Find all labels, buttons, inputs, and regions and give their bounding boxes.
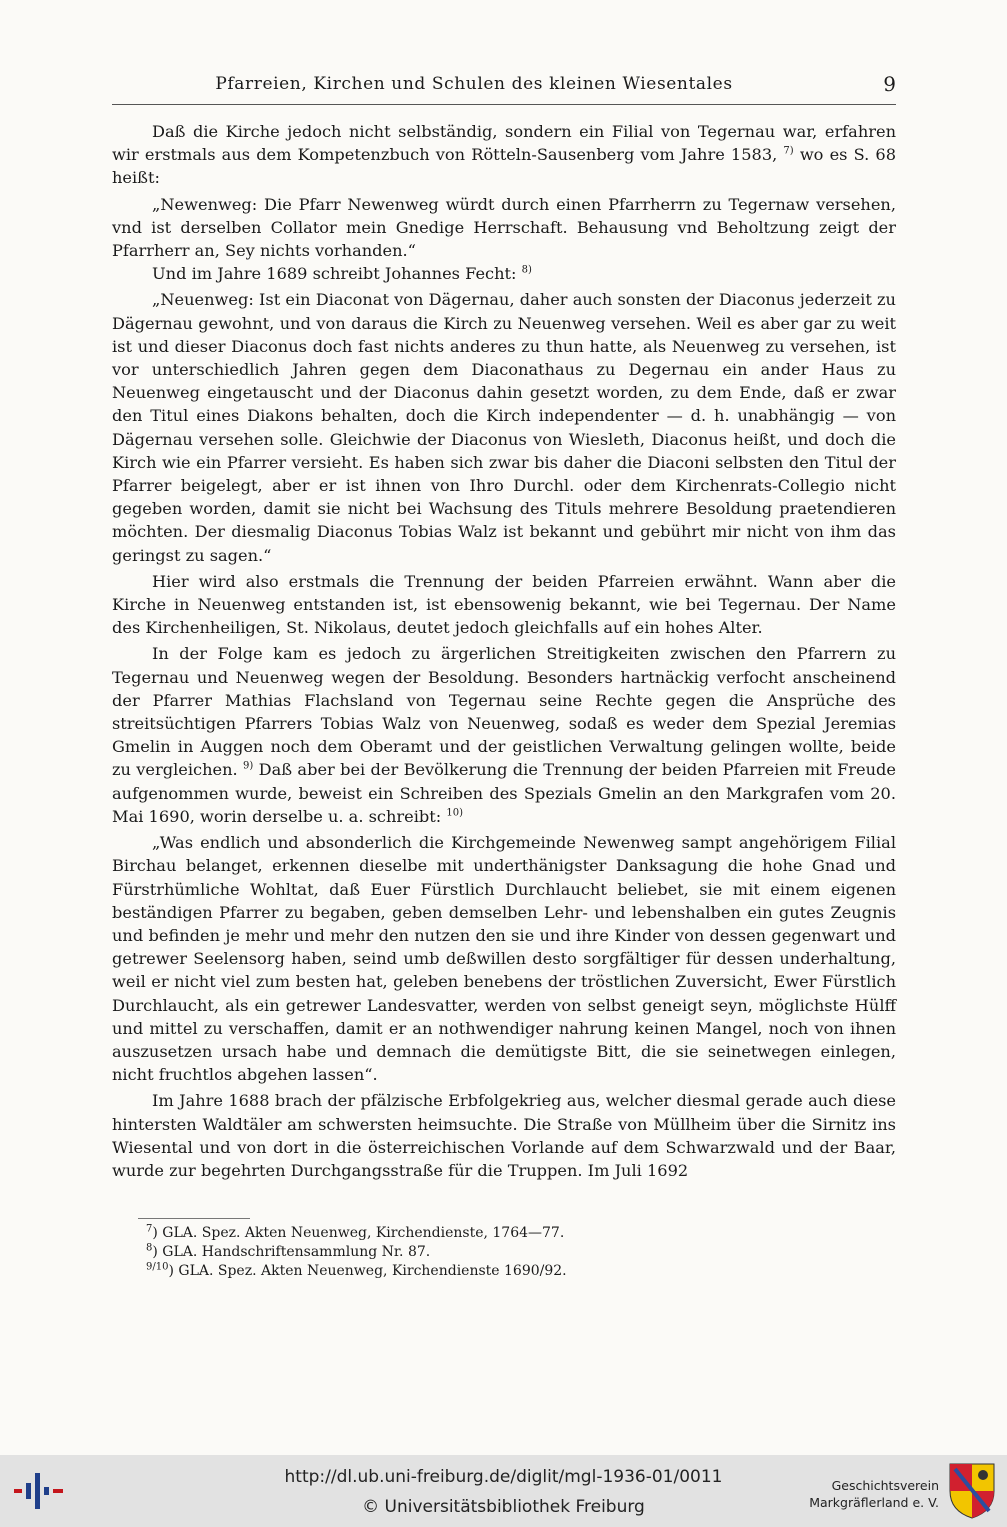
org-name-line2: Markgräflerland e. V. bbox=[809, 1495, 939, 1510]
footer-organization[interactable] bbox=[809, 1477, 939, 1511]
paragraph: Hier wird also erstmals die Trennung der beiden Pfarreien erwähnt. Wann aber die Kirche in Neuenweg entstanden ist, ist ebensowenig bekannt, wie bei Tegernau. Der Name des Kirchenheiligen, St. Nikolaus, deutet jedoch gleichfalls auf ein hohes Alter. bbox=[112, 571, 896, 638]
paragraph: „Was endlich und absonderlich die Kirchgemeinde Newenweg sampt angehörigem Filial Birchau belanget, erkennen dieselbe mit underthänigster Danksagung die hohe Gnad und Fürstrhümliche Wohltat, daß Euer Fürstlich Durchlaucht beliebet, sie mit einem eigenen beständigen Pfarrer zu begaben, geben demselben Lehr- und lebenshalben ein gutes Zeugnis und befinden je mehr und mehr den nutzen den sie und ihre Kinder von dessen gegenwart und getrewer Seelensorg haben, seind umb deßwillen desto sorgfältiger für dessen underhaltung, weil er nicht viel zum besten hat, geleben benebens der tröstlichen Zuversicht, Ewer Fürstlich Durchlaucht, als ein getrewer Landesvatter, werden von selbst geneigt seyn, möglichste Hülff und mittel zu verschaffen, damit er an nothwendiger nahrung keinen Mangel, noch von ihnen auszusetzen ursach habe und demnach die demütigste Bitt, die sie seinetwegen einlegen, nicht fruchtlos abgehen lassen“. bbox=[112, 833, 896, 1085]
paragraph: Daß die Kirche jedoch nicht selbständig, sondern ein Filial von Tegernau war, erfahren wir erstmals aus dem Kompetenzbuch von Rötteln-Sausenberg vom Jahre 1583, $^{7)}$ wo es S. 68 heißt: bbox=[112, 122, 897, 188]
header-rule bbox=[112, 104, 896, 105]
running-header bbox=[112, 74, 896, 104]
body-text bbox=[112, 120, 896, 1182]
paragraph: Im Jahre 1688 brach der pfälzische Erbfolgekrieg aus, welcher diesmal gerade auch diese hintersten Waldtäler am schwersten heimsuchte. Die Straße von Müllheim über die Sirnitz ins Wiesental und von dort in die österreichischen Vorlande auf dem Schwarzwald und der Baar, wurde zur begehrten Durchgangsstraße für die Truppen. Im Juli 1692 bbox=[112, 1091, 896, 1180]
footnote-ref: 9) bbox=[243, 761, 254, 773]
footnote: $^{9/10}$) GLA. Spez. Akten Neuenweg, Kirchendienste 1690/92. bbox=[146, 1261, 567, 1279]
footnote-ref: 8) bbox=[521, 264, 532, 276]
coat-of-arms-icon bbox=[947, 1461, 997, 1521]
page-number: 9 bbox=[883, 72, 896, 96]
footnote-ref: 10) bbox=[446, 807, 464, 819]
paragraph: In der Folge kam es jedoch zu ärgerlichen Streitigkeiten zwischen den Pfarrern zu Tegernau und Neuenweg wegen der Besoldung. Besonders hartnäckig verfocht anscheinend der Pfarrer Mathias Flachsland von Tegernau seine Rechte gegen die Ansprüche des streitsüchtigen Pfarrers Tobias Walz von Neuenweg, sodaß es weder dem Spezial Jeremias Gmelin in Auggen noch dem Oberamt und der geistlichen Verwaltung gelingen wollte, beide zu vergleichen. $^{9)}$ Daß aber bei der Bevölkerung die Trennung der beiden Pfarreien mit Freude aufgenommen wurde, beweist ein Schreiben des Spezials Gmelin an den Markgrafen vom 20. Mai 1690, worin derselbe u. a. schreibt: $^{10)}$ bbox=[112, 644, 896, 826]
header-title: Pfarreien, Kirchen und Schulen des kleinen Wiesentales bbox=[215, 74, 733, 94]
footnote-rule bbox=[138, 1218, 250, 1219]
paragraph: Und im Jahre 1689 schreibt Johannes Fecht: $^{8)}$ bbox=[152, 264, 532, 284]
footnote-ref: 7) bbox=[783, 145, 794, 157]
footnotes bbox=[146, 1224, 886, 1281]
footnote: $^7$) GLA. Spez. Akten Neuenweg, Kirchendienste, 1764—77. bbox=[146, 1223, 565, 1241]
footer-bar bbox=[0, 1455, 1007, 1527]
footer-copyright: © Universitätsbibliothek Freiburg bbox=[362, 1497, 645, 1517]
org-name-line1: Geschichtsverein bbox=[831, 1478, 939, 1493]
paragraph: „Neuenweg: Ist ein Diaconat von Dägernau, daher auch sonsten der Diaconus jederzeit zu Dägernau gewohnt, und von daraus die Kirch zu Neuenweg versehen. Weil es aber gar zu weit ist und dieser Diaconus doch fast nichts anderes zu thun hatte, als Neuenweg zu versehen, ist vor unterschiedlich Jahren gegen dem Diaconathaus zu Degernau ein ander Haus zu Neuenweg eingetauscht und der Diaconus dahin gesetzt worden, zu dem Ende, daß er zwar den Titul eines Diakons behalten, doch die Kirch independenter — d. h. unabhängig — von Dägernau versehen solle. Gleichwie der Diaconus von Wiesleth, Diaconus heißt, und doch die Kirch wie ein Pfarrer versieht. Es haben sich zwar bis daher die Diaconi selbsten den Titul der Pfarrer beigelegt, aber er ist ihnen von Ihro Durchl. oder dem Kirchenrats-Collegio nicht gegeben worden, damit sie nicht bei Wachsung des Tituls mehrere Besoldung praetendieren möchten. Der diesmalig Diaconus Tobias Walz ist bekannt und gebührt mir nicht von ihm das geringst zu sagen.“ bbox=[112, 290, 896, 565]
footer-url-link[interactable]: http://dl.ub.uni-freiburg.de/diglit/mgl-1936-01/0011 bbox=[284, 1467, 723, 1487]
footnote: $^8$) GLA. Handschriftensammlung Nr. 87. bbox=[146, 1242, 431, 1260]
paragraph: „Newenweg: Die Pfarr Newenweg würdt durch einen Pfarrherrn zu Tegernaw versehen, vnd ist derselben Collator mein Gnedige Herrschaft. Behausung vnd Beholtzung zeigt der Pfarrherr an, Sey nichts vorhanden.“ bbox=[112, 194, 896, 261]
